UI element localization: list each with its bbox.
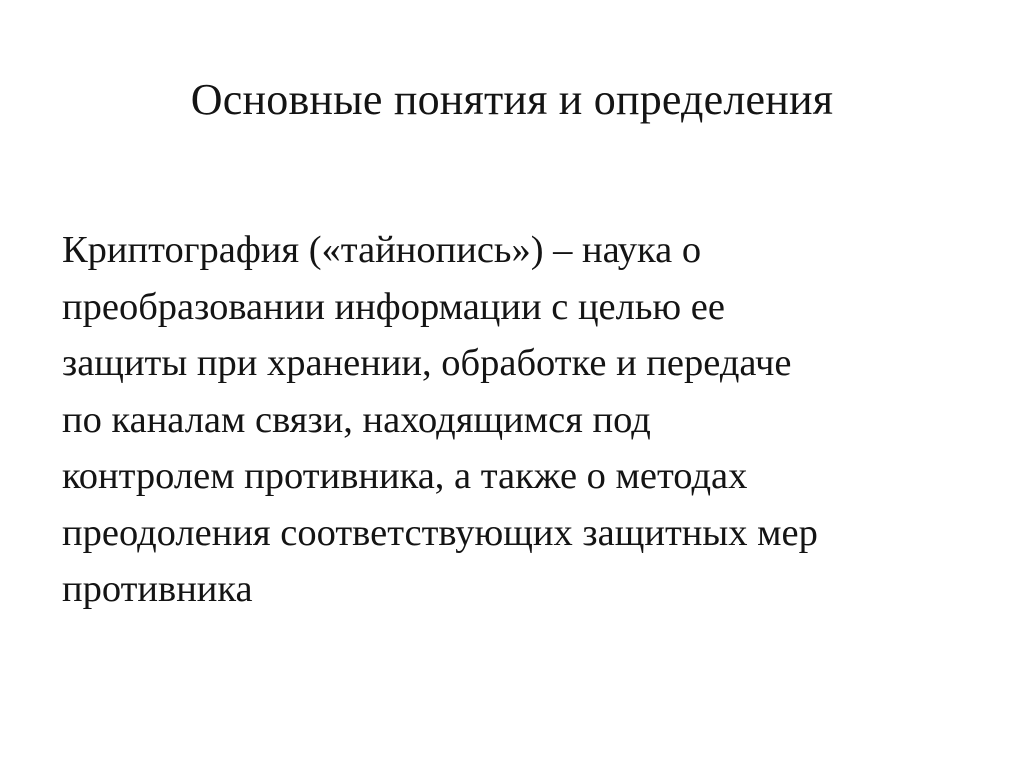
paragraph-line: контролем противника, а также о методах	[62, 455, 748, 497]
paragraph-line: Криптография («тайнопись») – наука о	[62, 229, 702, 271]
paragraph-line: преобразовании информации с целью ее	[62, 285, 725, 328]
slide-title: Основные понятия и определения	[190, 75, 834, 124]
paragraph-line: противника	[62, 568, 253, 610]
paragraph-line: по каналам связи, находящимся под	[62, 398, 651, 441]
paragraph-line: преодоления соответствующих защитных мер	[62, 511, 818, 554]
definition-paragraph	[62, 222, 997, 618]
paragraph-line: защиты при хранении, обработке и передаче	[62, 342, 792, 384]
